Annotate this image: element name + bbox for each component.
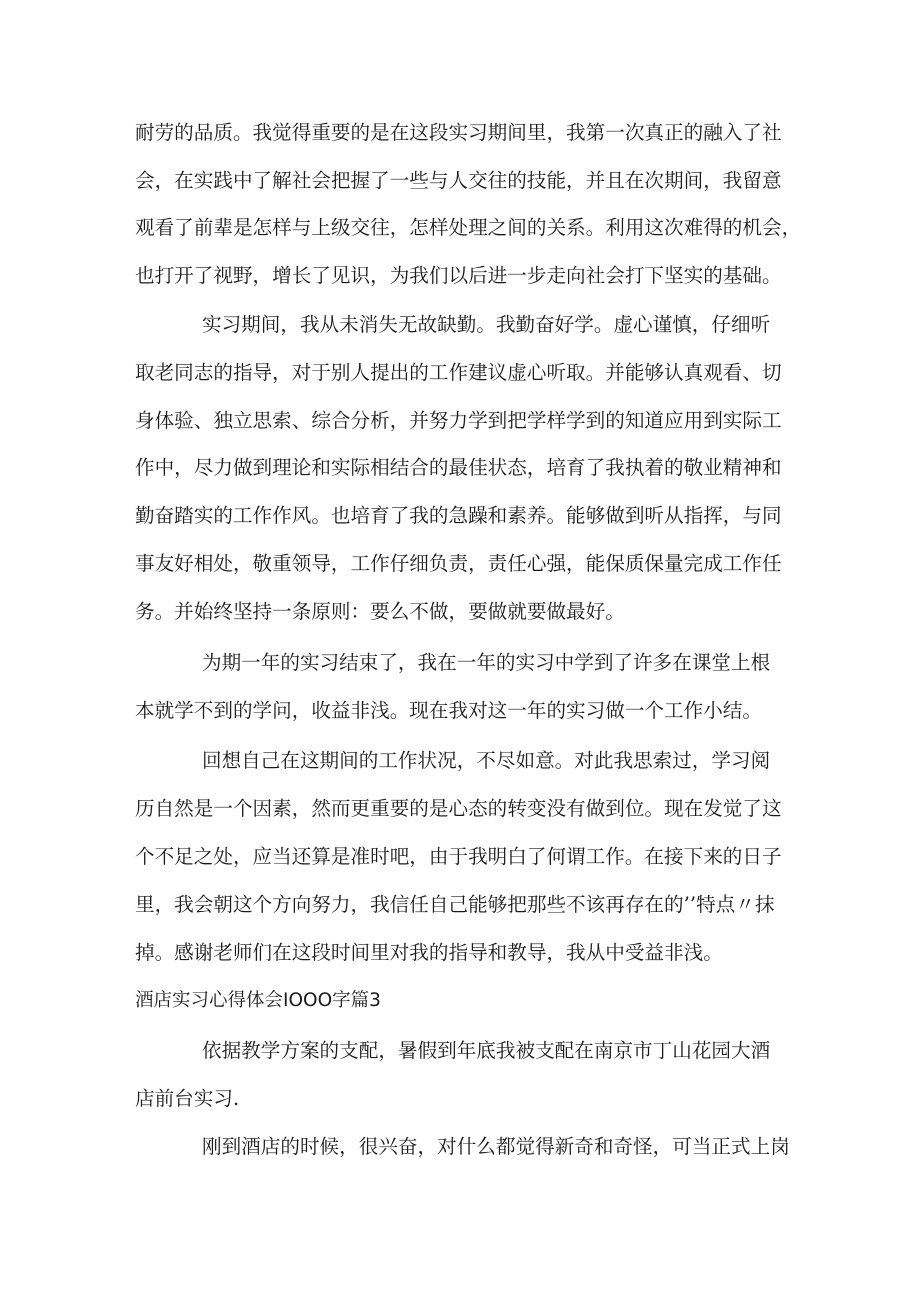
section-heading: 酒店实习心得体会IOOO字篇3 [135,990,381,1011]
text-line: 里，我会朝这个方向努力，我信任自己能够把那些不该再存在的’’特点〃抹 [135,893,775,916]
text-line: 本就学不到的学问，收益非浅。现在我对这一年的实习做一个工作小结。 [135,699,762,722]
text-line: 观看了前辈是怎样与上级交往，怎样处理之间的关系。利用这次难得的机会， [135,216,802,239]
text-line: 会，在实践中了解社会把握了一些与人交往的技能，并且在次期间，我留意 [135,169,782,192]
text-line: 耐劳的品质。我觉得重要的是在这段实习期间里，我第一次真正的融入了社 [135,121,782,144]
text-line: 依据教学方案的支配，暑假到年底我被支配在南京市丁山花园大酒 [202,1039,771,1062]
text-line: 作中，尽力做到理论和实际相结合的最佳状态，培育了我执着的敬业精神和 [135,456,782,479]
text-line: 历自然是一个因素，然而更重要的是心态的转变没有做到位。现在发觉了这 [135,797,782,820]
text-line: 也打开了视野，增长了见识，为我们以后进一步走向社会打下坚实的基础。 [135,264,782,287]
text-line: 刚到酒店的时候，很兴奋，对什么都觉得新奇和奇怪，可当正式上岗 [202,1135,790,1158]
text-line: 勤奋踏实的工作作风。也培育了我的急躁和素养。能够做到听从指挥，与同 [135,504,782,527]
text-line: 身体验、独立思索、综合分析，并努力学到把学样学到的知道应用到实际工 [135,409,782,432]
text-line: 事友好相处，敬重领导，工作仔细负责，责任心强，能保质保量完成工作任 [135,552,782,575]
text-line: 掉。感谢老师们在这段时间里对我的指导和教导，我从中受益非浅。 [135,941,723,964]
text-line: 回想自己在这期间的工作状况，不尽如意。对此我思索过，学习阅 [202,749,771,772]
text-line: 个不足之处，应当还算是准时吧，由于我明白了何谓工作。在接下来的日子 [135,845,782,868]
text-line: 实习期间，我从未消失无故缺勤。我勤奋好学。虚心谨慎，仔细听 [202,313,771,336]
text-line: 为期一年的实习结束了，我在一年的实习中学到了许多在课堂上根 [202,651,771,674]
text-line: 店前台实习. [135,1087,240,1110]
text-line: 取老同志的指导，对于别人提出的工作建议虚心听取。并能够认真观看、切 [135,361,782,384]
text-line: 务。并始终坚持一条原则：要么不做，要做就要做最好。 [135,600,625,623]
